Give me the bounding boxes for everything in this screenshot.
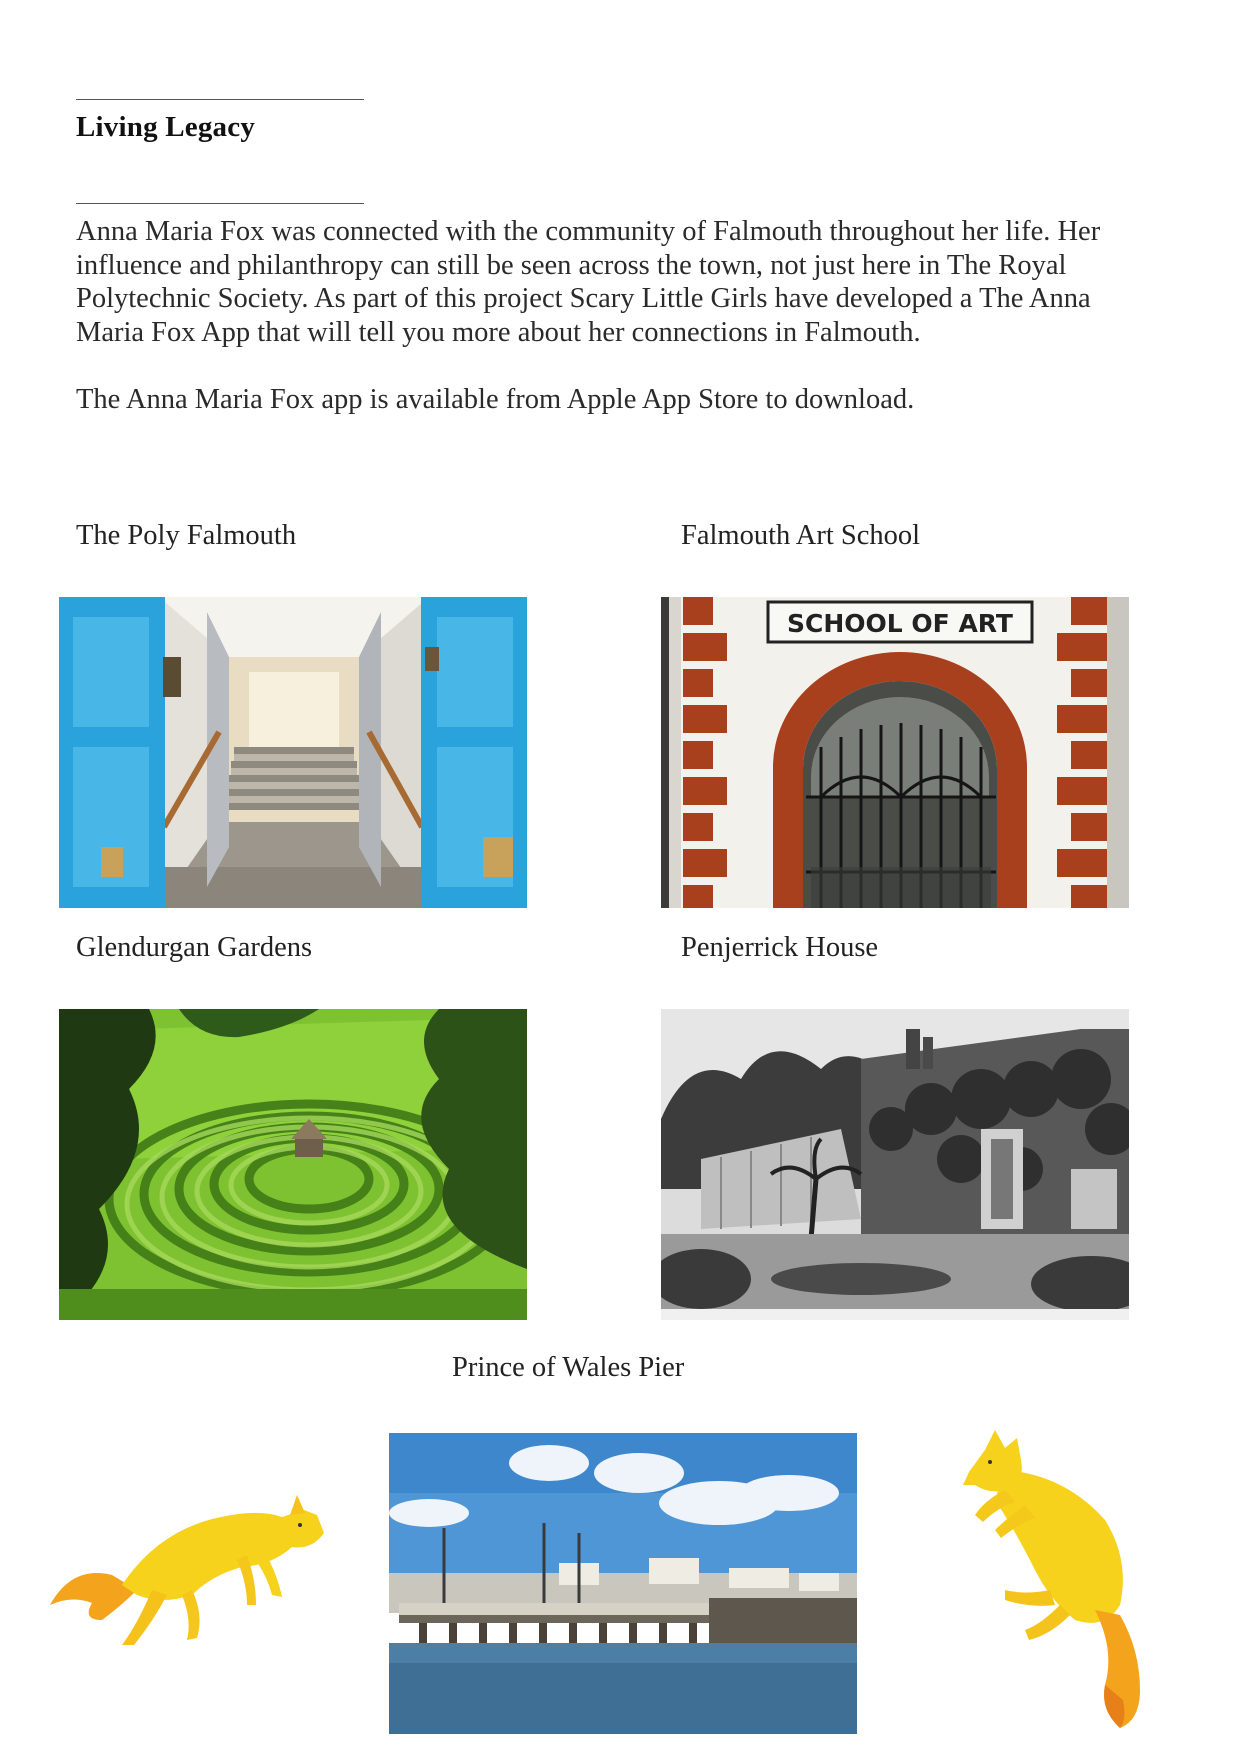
page-heading: Living Legacy — [76, 111, 256, 143]
leaping-fox-left-illustration — [42, 1455, 332, 1655]
photo-prince-of-wales-pier — [389, 1433, 857, 1734]
divider-line — [76, 99, 364, 100]
caption-prince-of-wales-pier: Prince of Wales Pier — [452, 1352, 685, 1383]
school-of-art-sign: SCHOOL OF ART — [787, 609, 1013, 638]
photo-poly-falmouth — [59, 597, 527, 908]
caption-penjerrick-house: Penjerrick House — [681, 932, 879, 963]
divider-line — [76, 203, 364, 204]
caption-falmouth-art-school: Falmouth Art School — [681, 520, 921, 551]
photo-falmouth-art-school — [661, 597, 1129, 908]
photo-glendurgan-gardens — [59, 1009, 527, 1320]
caption-glendurgan-gardens: Glendurgan Gardens — [76, 932, 313, 963]
caption-poly-falmouth: The Poly Falmouth — [76, 520, 297, 551]
leaping-fox-right-illustration — [955, 1430, 1165, 1730]
app-availability-paragraph: The Anna Maria Fox app is available from Apple App Store to download. — [76, 384, 915, 415]
intro-paragraph: Anna Maria Fox was connected with the community of Falmouth throughout her life. Her influence and philanthropy can still be seen across the town, not just here in The Royal Polytechnic Society. As part of this project Scary Little Girls have developed a The Anna Maria Fox App that will tell you more about her connections in Falmouth. — [76, 216, 1101, 348]
photo-penjerrick-house — [661, 1009, 1129, 1320]
